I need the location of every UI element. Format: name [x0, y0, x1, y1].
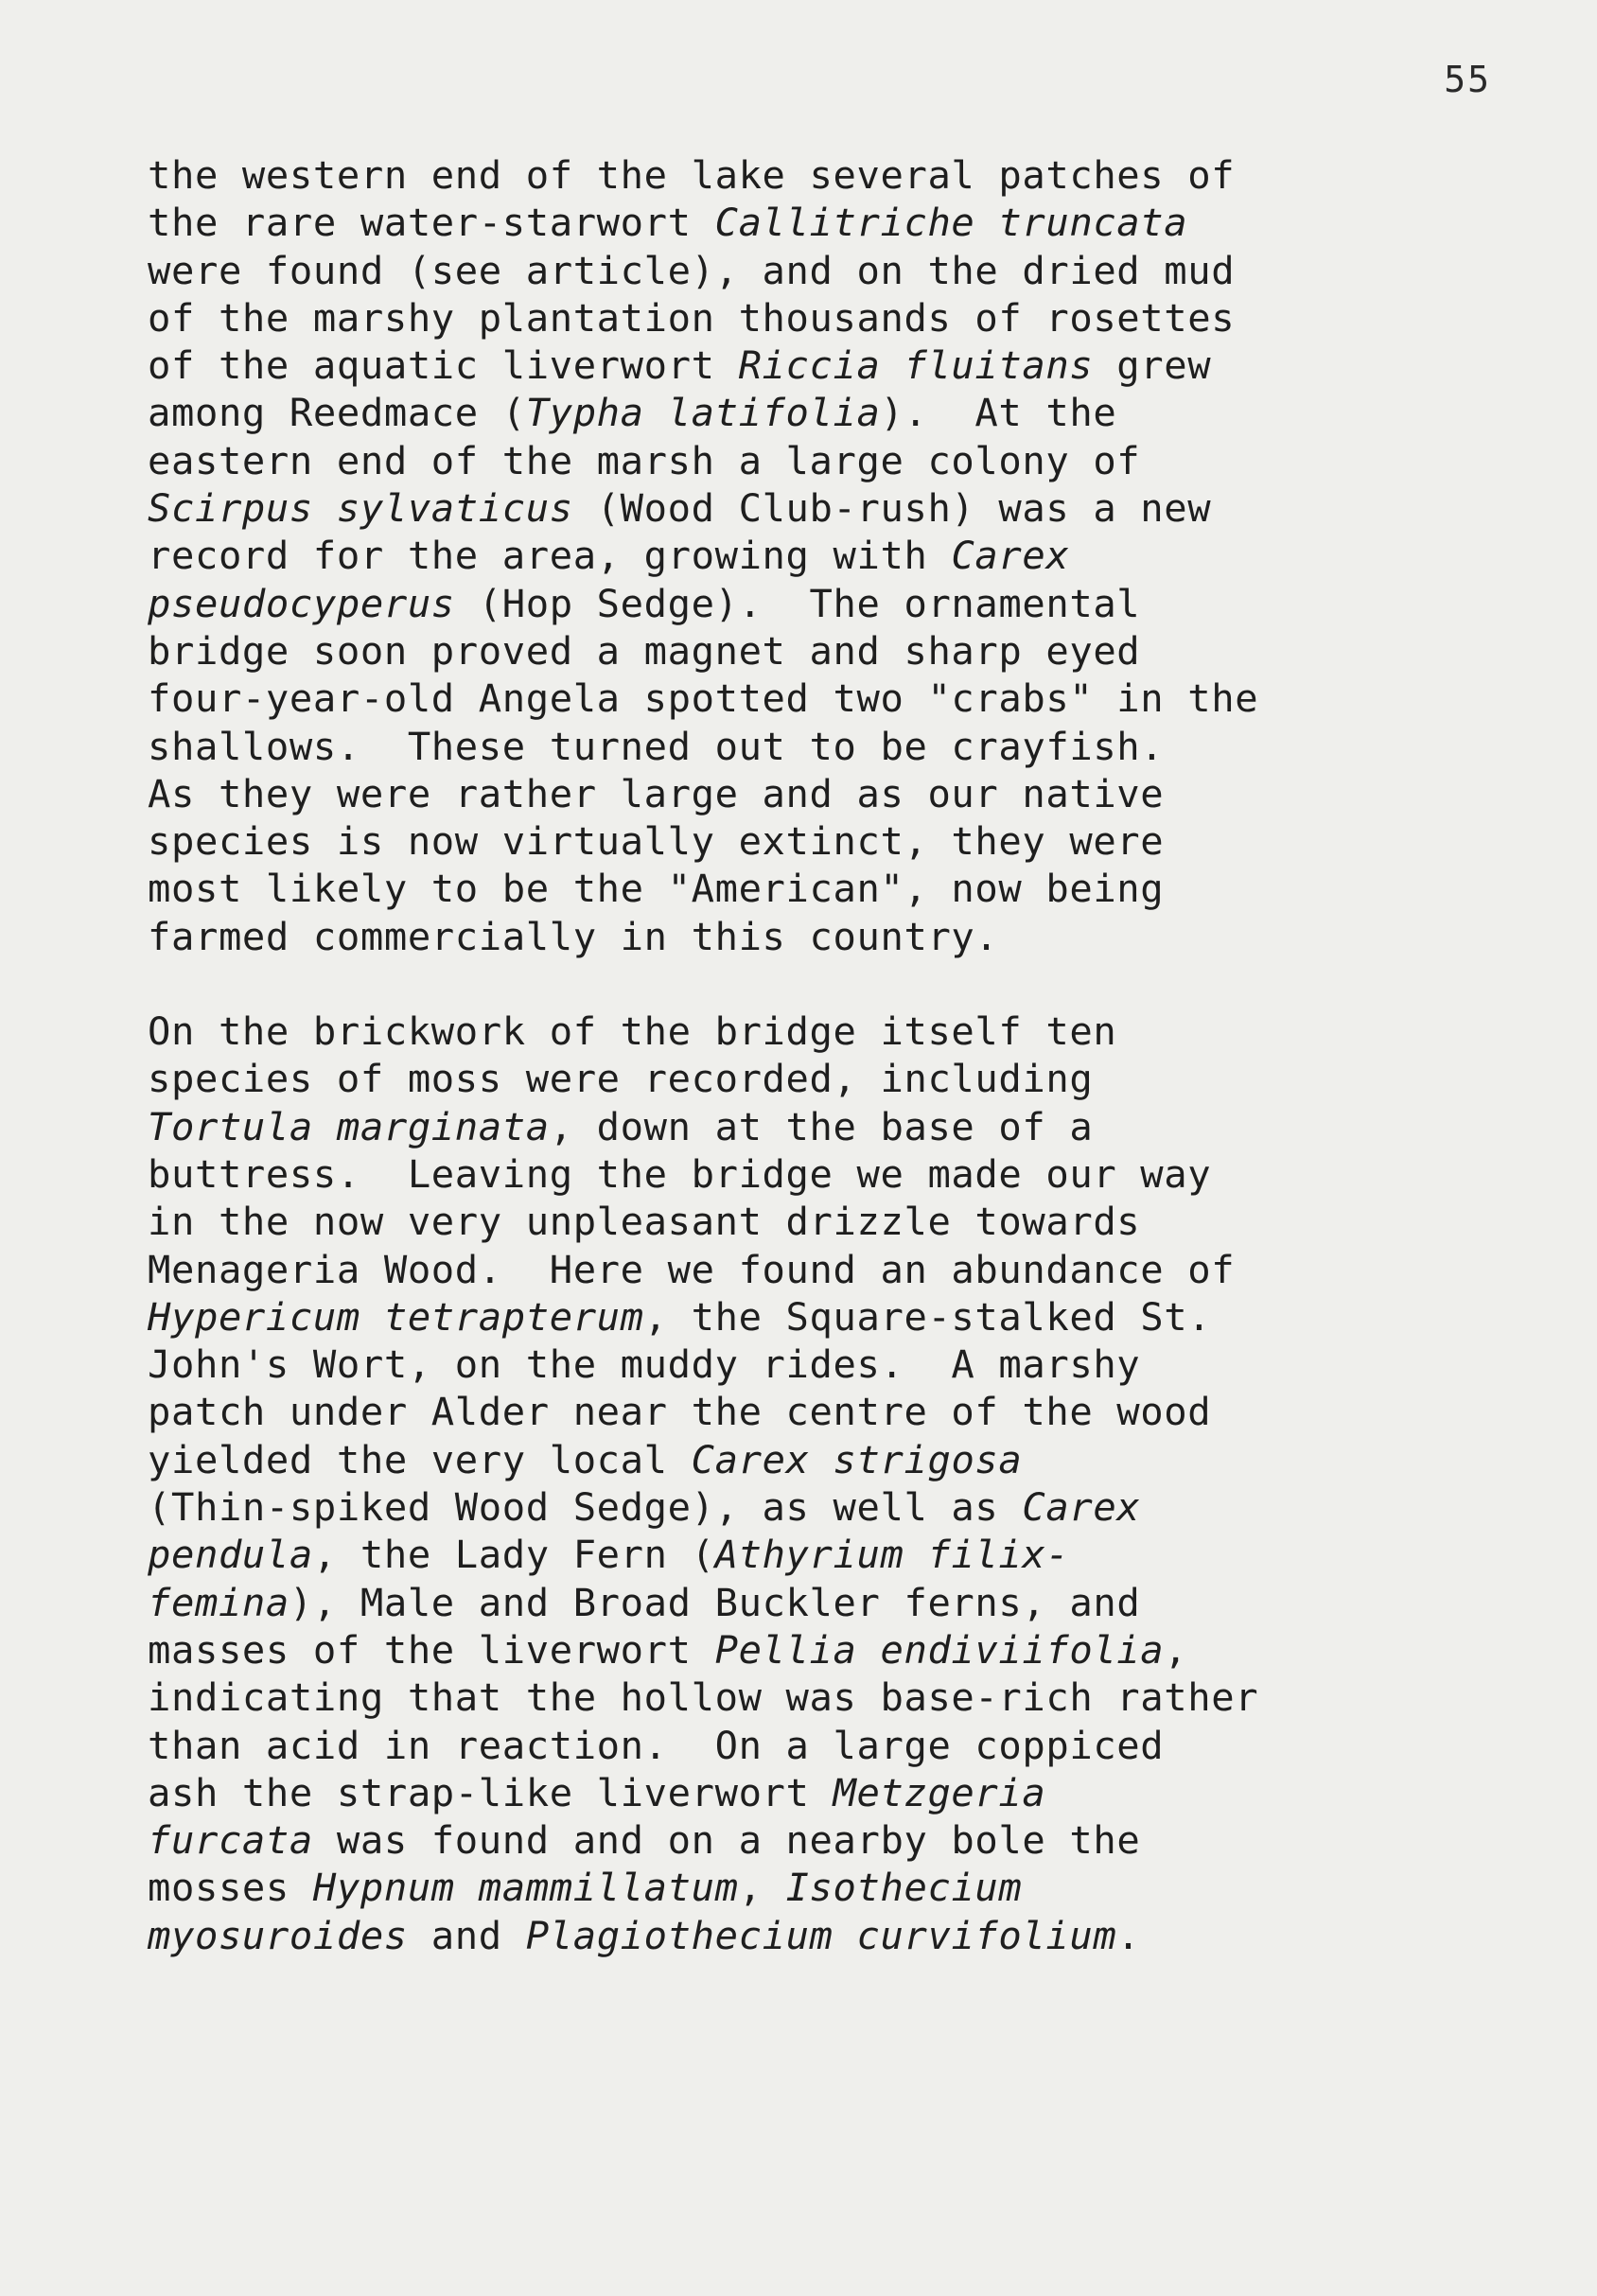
- text-line: [148, 484, 1500, 532]
- text-run: masses of the liverwort: [148, 1626, 715, 1673]
- text-run: ,: [738, 1865, 786, 1911]
- text-run: mosses: [148, 1865, 313, 1911]
- text-run: among Reedmace (: [148, 390, 526, 436]
- text-run: patch under Alder near the centre of the wood: [148, 1389, 1212, 1435]
- species-name: Athyrium filix-: [714, 1532, 1070, 1578]
- text-line: [148, 627, 1500, 675]
- text-line: [148, 723, 1500, 770]
- text-line: [148, 437, 1500, 484]
- text-run: bridge soon proved a magnet and sharp eyed: [148, 627, 1141, 674]
- text-run: record for the area, growing with: [148, 533, 952, 579]
- text-line: [148, 1674, 1500, 1721]
- species-name: Typha latifolia: [525, 390, 881, 436]
- text-run: .: [1116, 1912, 1141, 1958]
- text-run: ), Male and Broad Buckler ferns, and: [289, 1579, 1141, 1625]
- species-name: furcata: [148, 1817, 313, 1864]
- text-run: four-year-old Angela spotted two "crabs" in the: [148, 675, 1259, 722]
- species-name: pseudocyperus: [148, 580, 455, 626]
- species-name: Carex strigosa: [691, 1436, 1023, 1482]
- text-run: shallows. These turned out to be crayfish.: [148, 723, 1165, 769]
- text-run: ). At the: [880, 390, 1117, 436]
- species-name: Carex: [951, 533, 1070, 579]
- text-line: [148, 1483, 1500, 1531]
- paragraph: [148, 1008, 1500, 1959]
- text-line: [148, 1769, 1500, 1816]
- text-run: ash the strap-like liverwort: [148, 1769, 834, 1815]
- text-run: , down at the base of a: [549, 1103, 1094, 1149]
- species-name: Callitriche truncata: [714, 200, 1188, 246]
- species-name: Pellia endiviifolia: [714, 1626, 1165, 1673]
- species-name: Plagiothecium curvifolium: [525, 1912, 1117, 1958]
- text-line: [148, 1388, 1500, 1435]
- text-run: species of moss were recorded, including: [148, 1056, 1094, 1102]
- text-run: most likely to be the "American", now being: [148, 866, 1165, 912]
- text-line: [148, 1912, 1500, 1959]
- text-line: [148, 865, 1500, 912]
- text-run: was found and on a nearby bole the: [312, 1817, 1141, 1864]
- species-name: Metzgeria: [833, 1769, 1046, 1815]
- species-name: Isothecium: [785, 1865, 1023, 1911]
- text-line: [148, 675, 1500, 722]
- text-run: the rare water-starwort: [148, 200, 715, 246]
- text-run: and: [407, 1912, 526, 1958]
- text-run: buttress. Leaving the bridge we made our way: [148, 1150, 1212, 1197]
- text-run: were found (see article), and on the dried mud: [148, 247, 1236, 293]
- text-line: [148, 532, 1500, 579]
- text-run: John's Wort, on the muddy rides. A marshy: [148, 1341, 1141, 1388]
- text-line: [148, 1626, 1500, 1674]
- text-run: farmed commercially in this country.: [148, 913, 999, 959]
- text-run: eastern end of the marsh a large colony of: [148, 437, 1141, 483]
- paragraph: [148, 151, 1500, 960]
- text-run: species is now virtually extinct, they were: [148, 818, 1165, 865]
- species-name: Scirpus sylvaticus: [148, 485, 573, 532]
- text-line: [148, 1816, 1500, 1864]
- text-line: [148, 1103, 1500, 1150]
- text-run: (Wood Club-rush) was a new: [572, 485, 1212, 532]
- text-line: [148, 1436, 1500, 1483]
- text-run: than acid in reaction. On a large coppiced: [148, 1722, 1165, 1768]
- text-line: [148, 1198, 1500, 1245]
- text-run: On the brickwork of the bridge itself ten: [148, 1008, 1117, 1055]
- text-run: (Hop Sedge). The ornamental: [454, 580, 1141, 626]
- text-line: [148, 199, 1500, 246]
- species-name: pendula: [148, 1532, 313, 1578]
- text-line: [148, 247, 1500, 294]
- text-line: [148, 580, 1500, 627]
- text-run: As they were rather large and as our native: [148, 770, 1165, 816]
- text-run: Menageria Wood. Here we found an abundance of: [148, 1246, 1236, 1292]
- text-run: of the aquatic liverwort: [148, 342, 739, 389]
- text-run: grew: [1093, 342, 1212, 389]
- species-name: Riccia fluitans: [738, 342, 1094, 389]
- text-run: the western end of the lake several patches of: [148, 152, 1236, 198]
- species-name: femina: [148, 1579, 290, 1625]
- text-line: [148, 342, 1500, 389]
- text-line: [148, 294, 1500, 342]
- text-line: [148, 1864, 1500, 1911]
- species-name: Hypnum mammillatum: [312, 1865, 739, 1911]
- species-name: myosuroides: [148, 1912, 408, 1958]
- page-number: 55: [1444, 59, 1491, 100]
- text-line: [148, 1531, 1500, 1578]
- text-line: [148, 151, 1500, 199]
- species-name: Tortula marginata: [148, 1103, 550, 1149]
- text-line: [148, 389, 1500, 436]
- text-run: ,: [1164, 1626, 1188, 1673]
- text-run: indicating that the hollow was base-rich rather: [148, 1674, 1259, 1721]
- text-line: [148, 1246, 1500, 1293]
- text-run: yielded the very local: [148, 1436, 692, 1482]
- text-line: [148, 1008, 1500, 1055]
- text-line: [148, 1341, 1500, 1388]
- text-run: , the Square-stalked St.: [643, 1293, 1212, 1340]
- body-text: [148, 151, 1500, 1959]
- text-line: [148, 817, 1500, 865]
- text-line: [148, 1579, 1500, 1626]
- text-run: (Thin-spiked Wood Sedge), as well as: [148, 1484, 1023, 1531]
- species-name: Carex: [1022, 1484, 1141, 1531]
- species-name: Hypericum tetrapterum: [148, 1293, 644, 1340]
- text-run: , the Lady Fern (: [312, 1532, 715, 1578]
- text-line: [148, 1150, 1500, 1198]
- text-line: [148, 913, 1500, 960]
- text-line: [148, 770, 1500, 817]
- text-line: [148, 1722, 1500, 1769]
- text-line: [148, 1293, 1500, 1341]
- text-run: in the now very unpleasant drizzle towards: [148, 1199, 1141, 1245]
- text-line: [148, 1055, 1500, 1102]
- text-run: of the marshy plantation thousands of rosettes: [148, 294, 1236, 341]
